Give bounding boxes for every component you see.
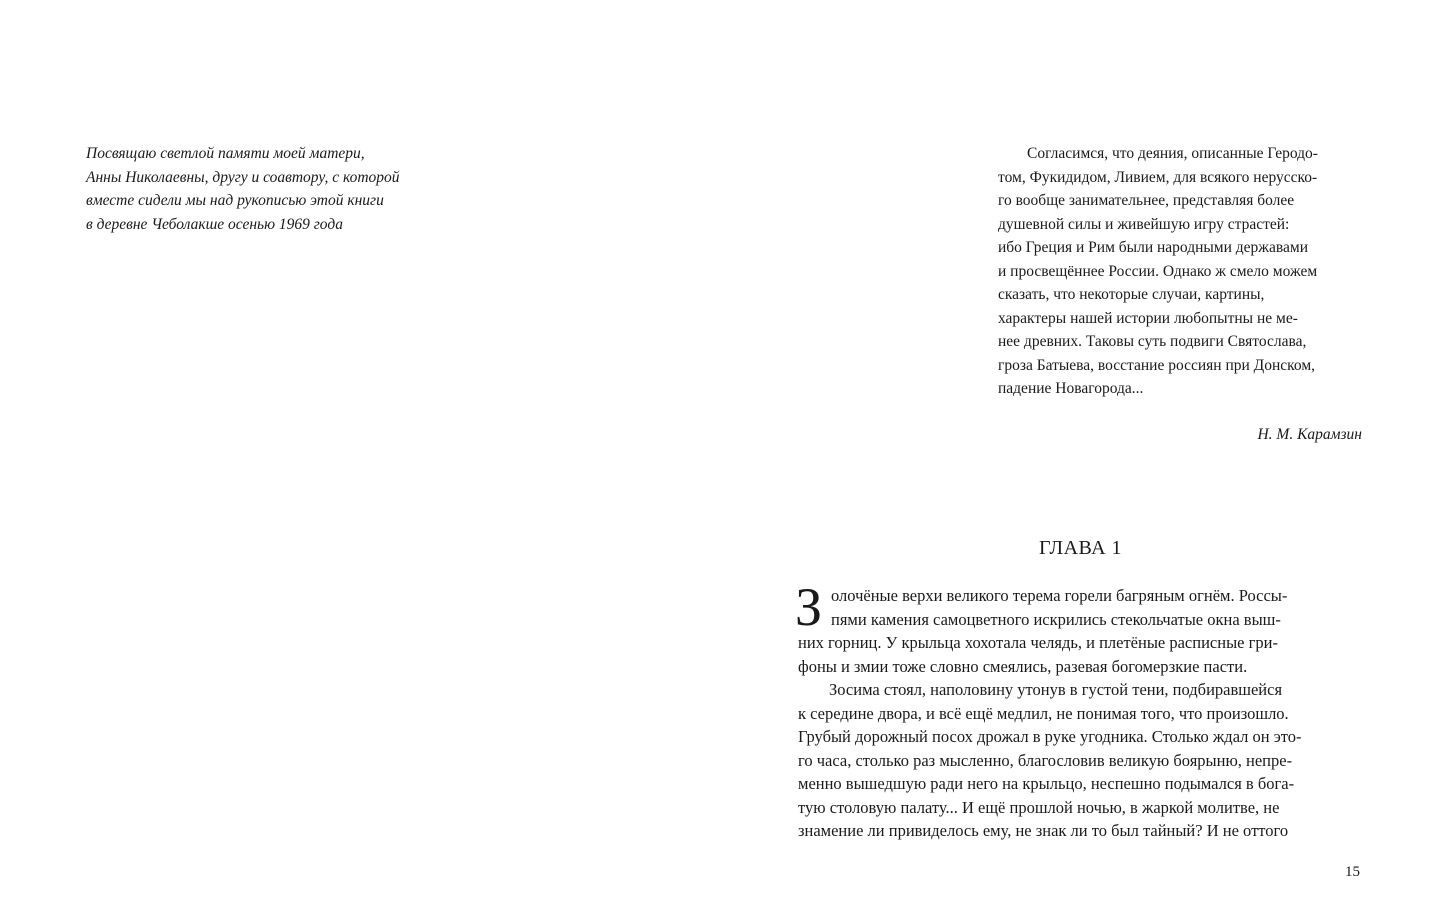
epigraph-line: падение Новагорода...	[998, 380, 1144, 397]
dedication-line: в деревне Чеболакше осенью 1969 года	[86, 215, 343, 233]
dedication	[86, 142, 446, 236]
epigraph-line: нее древних. Таковы суть подвиги Святослава,	[998, 333, 1307, 350]
dedication-line: вместе сидели мы над рукописью этой книги	[86, 192, 384, 209]
body-line: Зосима стоял, наполовину утонув в густой тени, подбиравшейся	[829, 680, 1283, 699]
epigraph-line: гроза Батыева, восстание россиян при Донском,	[998, 356, 1316, 374]
epigraph-line: го вообще занимательнее, представляя более	[998, 192, 1295, 209]
body-line: к середине двора, и всё ещё медлил, не понимая того, что произошло.	[798, 703, 1289, 723]
epigraph-line: Согласимся, что деяния, описанные Геродо-	[1027, 145, 1318, 162]
body-line: знамение ли привиделось ему, не знак ли то был тайный? И не оттого	[798, 821, 1289, 840]
body-line: тую столовую палату... И ещё прошлой ночью, в жаркой молитве, не	[798, 797, 1280, 817]
epigraph-line: том, Фукидидом, Ливием, для всякого нерусско-	[998, 168, 1318, 186]
body-line: пями камения самоцветного искрились стекольчатые окна выш-	[831, 609, 1281, 629]
drop-cap: З	[795, 577, 823, 637]
epigraph-line: ибо Греция и Рим были народными державами	[998, 239, 1308, 256]
dedication-line: Посвящаю светлой памяти моей матери,	[86, 145, 365, 162]
body-line: го часа, столько раз мысленно, благословив великую боярыню, непре-	[798, 750, 1293, 770]
body-line: менно вышедшую ради него на крыльцо, неспешно подымался в бога-	[798, 774, 1295, 793]
epigraph-line: душевной силы и живейшую игру страстей:	[998, 215, 1290, 233]
body-line: олочёные верхи великого терема горели багряным огнём. Россы-	[831, 586, 1288, 605]
chapter-body	[795, 577, 1363, 843]
page-number: 15	[1345, 864, 1360, 880]
body-line: Грубый дорожный посох дрожал в руке угодника. Столько ждал он это-	[798, 727, 1302, 746]
epigraph	[998, 142, 1366, 446]
epigraph-line: и просвещённее России. Однако ж смело можем	[998, 262, 1318, 280]
dedication-line: Анны Николаевны, другу и соавтору, с которой	[86, 168, 400, 186]
body-line: них горниц. У крыльца хохотала челядь, и плетёные расписные гри-	[798, 633, 1278, 652]
epigraph-line: характеры нашей истории любопытны не ме-	[998, 309, 1298, 327]
epigraph-line: сказать, что некоторые случаи, картины,	[998, 286, 1265, 303]
epigraph-author: Н. М. Карамзин	[1257, 425, 1362, 443]
chapter-title: ГЛАВА 1	[1038, 537, 1123, 559]
body-line: фоны и змии тоже словно смеялись, разевая богомерзкие пасти.	[798, 656, 1248, 676]
